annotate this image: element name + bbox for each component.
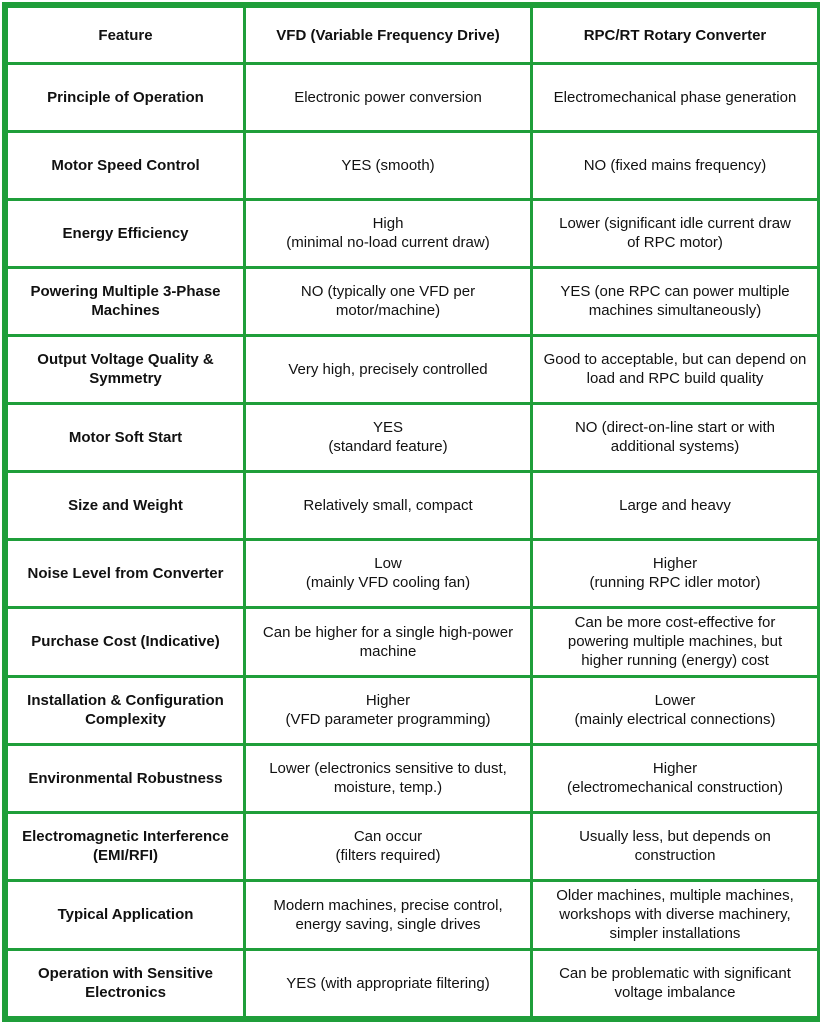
rpc-cell: NO (fixed mains frequency) <box>532 131 819 199</box>
table-row <box>7 64 819 132</box>
table-row <box>7 539 819 607</box>
table-row <box>7 676 819 744</box>
table-row <box>7 812 819 880</box>
table-row <box>7 880 819 949</box>
rpc-cell: Usually less, but depends on construction <box>532 812 819 880</box>
vfd-cell: Relatively small, compact <box>245 471 532 539</box>
vfd-cell: Lower (electronics sensitive to dust, moisture, temp.) <box>245 744 532 812</box>
table-row <box>7 199 819 267</box>
rpc-cell: Lower (mainly electrical connections) <box>532 676 819 744</box>
comparison-table-container <box>2 2 820 1022</box>
vfd-cell: Higher (VFD parameter programming) <box>245 676 532 744</box>
vfd-cell: YES (smooth) <box>245 131 532 199</box>
vfd-cell: Can occur (filters required) <box>245 812 532 880</box>
rpc-cell: Older machines, multiple machines, workshops with diverse machinery, simpler installations <box>532 880 819 949</box>
feature-cell: Energy Efficiency <box>7 199 245 267</box>
feature-cell: Electromagnetic Interference (EMI/RFI) <box>7 812 245 880</box>
header-feature: Feature <box>7 7 245 64</box>
feature-cell: Noise Level from Converter <box>7 539 245 607</box>
header-vfd: VFD (Variable Frequency Drive) <box>245 7 532 64</box>
table-row <box>7 607 819 676</box>
feature-cell: Purchase Cost (Indicative) <box>7 607 245 676</box>
rpc-cell: Electromechanical phase generation <box>532 64 819 132</box>
rpc-cell: Good to acceptable, but can depend on load and RPC build quality <box>532 335 819 403</box>
feature-cell: Motor Soft Start <box>7 403 245 471</box>
feature-cell: Output Voltage Quality & Symmetry <box>7 335 245 403</box>
table-row <box>7 744 819 812</box>
table-row <box>7 403 819 471</box>
feature-cell: Powering Multiple 3-Phase Machines <box>7 267 245 335</box>
rpc-cell: Higher (running RPC idler motor) <box>532 539 819 607</box>
vfd-cell: High (minimal no-load current draw) <box>245 199 532 267</box>
rpc-cell: Lower (significant idle current draw of RPC motor) <box>532 199 819 267</box>
vfd-cell: Modern machines, precise control, energy saving, single drives <box>245 880 532 949</box>
vfd-cell: NO (typically one VFD per motor/machine) <box>245 267 532 335</box>
table-row <box>7 267 819 335</box>
table-header-row <box>7 7 819 64</box>
feature-cell: Operation with Sensitive Electronics <box>7 949 245 1017</box>
table-row <box>7 471 819 539</box>
rpc-cell: Can be more cost-effective for powering multiple machines, but higher running (energy) cost <box>532 607 819 676</box>
header-rpc: RPC/RT Rotary Converter <box>532 7 819 64</box>
vfd-cell: Can be higher for a single high-power machine <box>245 607 532 676</box>
feature-cell: Motor Speed Control <box>7 131 245 199</box>
vfd-cell: YES (standard feature) <box>245 403 532 471</box>
table-row <box>7 335 819 403</box>
rpc-cell: Can be problematic with significant voltage imbalance <box>532 949 819 1017</box>
table-row <box>7 131 819 199</box>
comparison-table <box>5 5 820 1019</box>
rpc-cell: Higher (electromechanical construction) <box>532 744 819 812</box>
rpc-cell: Large and heavy <box>532 471 819 539</box>
vfd-cell: Low (mainly VFD cooling fan) <box>245 539 532 607</box>
feature-cell: Installation & Configuration Complexity <box>7 676 245 744</box>
table-row <box>7 949 819 1017</box>
feature-cell: Environmental Robustness <box>7 744 245 812</box>
vfd-cell: Very high, precisely controlled <box>245 335 532 403</box>
feature-cell: Typical Application <box>7 880 245 949</box>
rpc-cell: NO (direct-on-line start or with additional systems) <box>532 403 819 471</box>
rpc-cell: YES (one RPC can power multiple machines simultaneously) <box>532 267 819 335</box>
feature-cell: Size and Weight <box>7 471 245 539</box>
vfd-cell: YES (with appropriate filtering) <box>245 949 532 1017</box>
feature-cell: Principle of Operation <box>7 64 245 132</box>
vfd-cell: Electronic power conversion <box>245 64 532 132</box>
